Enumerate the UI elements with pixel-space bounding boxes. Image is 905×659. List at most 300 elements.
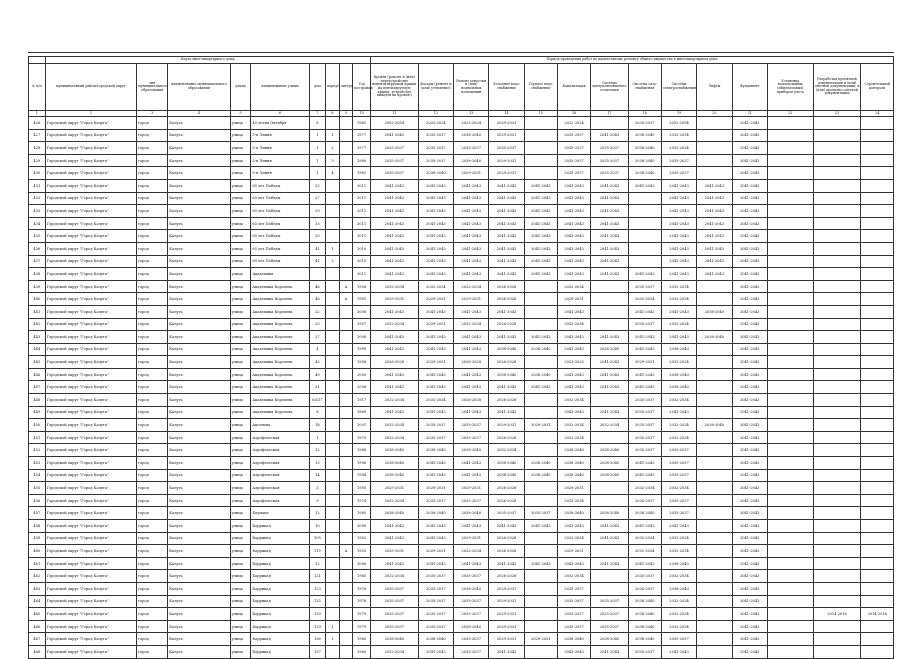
table-cell [861, 142, 894, 155]
table-cell: Калуга [168, 381, 230, 394]
table-cell [339, 154, 353, 167]
table-cell: 2035-2037 [628, 570, 661, 583]
table-cell: 2035-2037 [557, 129, 590, 142]
table-cell: 2041-2043 [489, 268, 524, 281]
table-cell: 2041-2043 [732, 394, 767, 407]
table-cell [697, 154, 732, 167]
table-cell: 428 [29, 142, 46, 155]
table-row [29, 494, 894, 507]
table-cell: Городской округ "Город Калуга" [45, 343, 136, 356]
table-cell [697, 356, 732, 369]
table-cell: 2038-2040 [628, 507, 661, 520]
table-cell [767, 318, 813, 331]
table-cell: 2041-2043 [557, 242, 590, 255]
table-cell: Городской округ "Город Калуга" [45, 255, 136, 268]
table-cell [767, 268, 813, 281]
table-cell: 458 [29, 520, 46, 533]
table-cell [326, 582, 340, 595]
column-number: 12 [418, 111, 453, 117]
table-cell: 2035-2037 [489, 507, 524, 520]
repair-schedule-table [28, 56, 894, 659]
table-cell: 2035-2037 [418, 620, 453, 633]
table-cell: Аэрофлотская [251, 431, 309, 444]
table-cell: 129 [309, 608, 326, 621]
table-cell: 2035-2037 [370, 154, 418, 167]
table-cell: 2029-2031 [489, 595, 524, 608]
table-cell: 1 [326, 620, 340, 633]
table-cell: 2032-2034 [661, 142, 696, 155]
table-cell [861, 469, 894, 482]
table-cell [861, 381, 894, 394]
table-cell [326, 431, 340, 444]
table-cell: 2041-2043 [418, 381, 453, 394]
column-number: 5 [230, 111, 251, 117]
table-cell: 2011 [353, 205, 371, 218]
table-cell [339, 520, 353, 533]
table-cell: 2029-2031 [418, 356, 453, 369]
table-cell: 2035-2037 [591, 142, 628, 155]
table-cell: Калуга [168, 520, 230, 533]
table-cell: 2035-2037 [370, 582, 418, 595]
table-cell: 2035-2037 [454, 645, 489, 658]
table-row [29, 431, 894, 444]
table-cell [861, 494, 894, 507]
table-cell: улица [230, 230, 251, 243]
table-cell: 2038-2040 [418, 507, 453, 520]
table-cell: 41 [309, 255, 326, 268]
table-cell: 2038-2040 [697, 419, 732, 432]
table-cell: 2035-2037 [628, 419, 661, 432]
table-cell: 2026-2028 [489, 293, 524, 306]
table-cell: 2010 [353, 242, 371, 255]
table-row [29, 293, 894, 306]
table-cell: 2041-2043 [454, 368, 489, 381]
table-cell: 2032-2034 [370, 570, 418, 583]
table-cell: 2041-2043 [732, 419, 767, 432]
table-cell: 1 [309, 431, 326, 444]
table-cell: Калуга [168, 268, 230, 281]
table-cell: 2041-2043 [591, 520, 628, 533]
table-cell: 2041-2043 [524, 217, 557, 230]
table-cell [339, 242, 353, 255]
table-cell: город [137, 406, 168, 419]
table-cell: 2041-2043 [557, 343, 590, 356]
table-cell: 2035-2037 [557, 582, 590, 595]
table-cell: Калуга [168, 457, 230, 470]
table-cell: Городской округ "Город Калуга" [45, 633, 136, 646]
table-cell: 2035-2037 [661, 494, 696, 507]
table-cell [628, 242, 661, 255]
table-cell: Калуга [168, 167, 230, 180]
column-number: 4 [168, 111, 230, 117]
table-cell: 8 [309, 117, 326, 130]
table-cell: 2041-2043 [732, 368, 767, 381]
table-cell [767, 532, 813, 545]
table-cell: 2041-2043 [370, 343, 418, 356]
table-cell: 2041-2043 [524, 331, 557, 344]
table-cell: Калуга [168, 318, 230, 331]
table-cell: 12 [309, 444, 326, 457]
table-cell: Калуга [168, 419, 230, 432]
table-cell: 2041-2043 [489, 557, 524, 570]
table-row [29, 242, 894, 255]
table-cell: 2035-2037 [661, 444, 696, 457]
table-cell: 2035-2037 [661, 154, 696, 167]
table-row [29, 154, 894, 167]
table-cell: Городской округ "Город Калуга" [45, 608, 136, 621]
table-cell: улица [230, 431, 251, 444]
table-cell: 2041-2043 [454, 192, 489, 205]
table-cell: 2041-2043 [697, 242, 732, 255]
table-cell: 2022-2024 [418, 117, 453, 130]
table-cell: 2041-2043 [524, 255, 557, 268]
table-cell: Академика Королева [251, 293, 309, 306]
table-cell: 2041-2043 [732, 179, 767, 192]
table-cell: 25 [309, 179, 326, 192]
table-cell [813, 570, 861, 583]
table-cell [524, 582, 557, 595]
table-cell: 2038-2040 [454, 582, 489, 595]
table-cell [326, 356, 340, 369]
table-cell: 2041-2043 [370, 381, 418, 394]
table-cell [339, 167, 353, 180]
table-cell: 121 [309, 570, 326, 583]
table-row [29, 545, 894, 558]
table-cell: 2041-2043 [418, 242, 453, 255]
table-cell [767, 293, 813, 306]
table-cell: 2041-2043 [732, 482, 767, 495]
table-cell: 2041-2043 [661, 305, 696, 318]
column-header: Горячее водо-снабжение [524, 64, 557, 111]
table-cell [767, 494, 813, 507]
table-cell: 2 [326, 255, 340, 268]
table-cell: 2035-2037 [454, 633, 489, 646]
table-cell: 2041-2043 [732, 620, 767, 633]
table-cell [697, 520, 732, 533]
table-cell: 2032-2034 [661, 318, 696, 331]
table-cell: 2029-2031 [489, 129, 524, 142]
table-cell [326, 217, 340, 230]
table-cell: 2041-2043 [591, 230, 628, 243]
table-cell: 2035-2037 [418, 570, 453, 583]
table-cell: 2029-2031 [370, 545, 418, 558]
table-cell: 2041-2043 [370, 331, 418, 344]
table-cell [813, 280, 861, 293]
table-cell [767, 431, 813, 444]
table-cell: 2023-2025 [557, 356, 590, 369]
table-cell: 2035-2037 [591, 154, 628, 167]
table-row [29, 356, 894, 369]
table-row [29, 381, 894, 394]
table-cell: 2026-2028 [489, 494, 524, 507]
table-cell: Калуга [168, 557, 230, 570]
table-cell: 2032-2034 [661, 293, 696, 306]
table-cell: 2035-2037 [557, 608, 590, 621]
table-cell: 2041-2043 [370, 129, 418, 142]
table-cell: Калуга [168, 205, 230, 218]
table-cell: 2032-2034 [628, 532, 661, 545]
table-cell: 2041-2043 [591, 406, 628, 419]
table-cell [326, 444, 340, 457]
table-cell: 2029-2031 [489, 154, 524, 167]
table-cell: 2035-2037 [454, 608, 489, 621]
table-cell: 2035-2037 [557, 167, 590, 180]
table-cell: 2041-2043 [489, 230, 524, 243]
table-cell: 2052-2054 [661, 117, 696, 130]
table-cell: 2038-2040 [591, 633, 628, 646]
table-cell: 2032-2034 [591, 419, 628, 432]
table-cell: Городской округ "Город Калуга" [45, 570, 136, 583]
table-row [29, 230, 894, 243]
table-cell: 2035-2037 [454, 494, 489, 507]
table-cell [697, 507, 732, 520]
table-cell: 2038-2040 [661, 557, 696, 570]
table-cell: 2041-2043 [454, 205, 489, 218]
table-cell: улица [230, 356, 251, 369]
table-cell [524, 293, 557, 306]
table-cell: 2052-2054 [370, 117, 418, 130]
table-cell: А [339, 280, 353, 293]
table-cell [767, 167, 813, 180]
table-cell: 2041-2043 [418, 305, 453, 318]
table-cell: Калуга [168, 532, 230, 545]
table-cell: улица [230, 368, 251, 381]
table-row [29, 507, 894, 520]
table-cell: Городской округ "Город Калуга" [45, 142, 136, 155]
table-cell: 2041-2043 [732, 444, 767, 457]
table-cell: 2041-2043 [661, 331, 696, 344]
table-cell: 2038-2040 [370, 444, 418, 457]
table-cell: 2041-2043 [370, 268, 418, 281]
table-cell [697, 469, 732, 482]
table-cell: Баррикад [251, 582, 309, 595]
table-cell: 2038-2040 [591, 343, 628, 356]
table-cell: 2014-2016 [861, 608, 894, 621]
table-cell [591, 570, 628, 583]
table-cell: Калуга [168, 305, 230, 318]
table-cell [813, 318, 861, 331]
table-cell: 2041-2043 [370, 192, 418, 205]
table-cell: улица [230, 242, 251, 255]
table-cell: город [137, 179, 168, 192]
table-cell: 2041-2043 [557, 205, 590, 218]
table-cell: город [137, 331, 168, 344]
table-cell: 2032-2034 [661, 280, 696, 293]
table-cell: 2035-2037 [628, 406, 661, 419]
table-cell: 444 [29, 343, 46, 356]
table-cell: 2041-2043 [370, 305, 418, 318]
table-cell: 2041-2043 [489, 406, 524, 419]
column-header: наименование муниципального образования [168, 64, 230, 111]
table-cell: 14 [309, 469, 326, 482]
table-row [29, 520, 894, 533]
table-cell: Городской округ "Город Калуга" [45, 356, 136, 369]
table-cell: 2032-2034 [370, 431, 418, 444]
table-cell: 2041-2043 [732, 167, 767, 180]
table-cell: 2035-2037 [661, 457, 696, 470]
table-cell: 2032-2034 [661, 394, 696, 407]
table-cell: город [137, 381, 168, 394]
table-cell [861, 645, 894, 658]
table-cell: Калуга [168, 431, 230, 444]
table-cell [339, 419, 353, 432]
column-number: 17 [591, 111, 628, 117]
table-cell [767, 242, 813, 255]
table-cell: 2006 [353, 381, 371, 394]
table-cell: 2041-2043 [418, 192, 453, 205]
table-cell: 2038-2040 [489, 457, 524, 470]
table-cell: 46 [309, 293, 326, 306]
table-cell: 2041-2043 [628, 343, 661, 356]
table-cell [339, 381, 353, 394]
table-cell: 2041-2043 [557, 255, 590, 268]
table-cell: 123 [309, 582, 326, 595]
table-cell [339, 318, 353, 331]
table-cell: улица [230, 117, 251, 130]
table-cell: 2041-2043 [591, 381, 628, 394]
table-cell: 1958 [353, 280, 371, 293]
table-cell: Калуга [168, 117, 230, 130]
table-cell: 2041-2043 [524, 520, 557, 533]
table-cell: 2026-2028 [489, 356, 524, 369]
table-cell: 1961 [353, 117, 371, 130]
table-cell: 2041-2043 [454, 343, 489, 356]
table-cell: 2041-2043 [454, 305, 489, 318]
table-cell: 2041-2043 [732, 494, 767, 507]
table-cell: город [137, 645, 168, 658]
table-cell [861, 192, 894, 205]
table-cell: 2029-2031 [370, 482, 418, 495]
table-cell: Городской округ "Город Калуга" [45, 520, 136, 533]
table-cell: 2032-2034 [557, 419, 590, 432]
table-cell: улица [230, 305, 251, 318]
table-cell [326, 343, 340, 356]
table-cell [767, 457, 813, 470]
column-number: 16 [557, 111, 590, 117]
table-cell: 2026-2028 [370, 356, 418, 369]
table-cell: Городской округ "Город Калуга" [45, 545, 136, 558]
table-cell: Академика Королева [251, 394, 309, 407]
table-cell [767, 142, 813, 155]
table-cell: Городской округ "Город Калуга" [45, 117, 136, 130]
table-cell: 2029-2031 [489, 633, 524, 646]
table-cell: 464 [29, 595, 46, 608]
table-cell: город [137, 293, 168, 306]
table-cell: 2041-2043 [557, 557, 590, 570]
table-cell: город [137, 117, 168, 130]
table-cell: 2032-2034 [454, 545, 489, 558]
table-cell: Академика Королева [251, 318, 309, 331]
column-number: 11 [370, 111, 418, 117]
table-cell: 2041-2043 [454, 406, 489, 419]
table-cell: 2041-2043 [418, 255, 453, 268]
table-cell: Калуга [168, 293, 230, 306]
table-cell: Баррикад [251, 595, 309, 608]
table-cell [524, 394, 557, 407]
table-cell: 2041-2043 [661, 242, 696, 255]
table-cell: 443 [29, 331, 46, 344]
header-group-house-card: Карта многоквартирного дома [45, 57, 370, 64]
table-cell: 1889 [353, 406, 371, 419]
table-cell: 2026-2028 [489, 318, 524, 331]
table-cell: 434 [29, 217, 46, 230]
table-cell: Городской округ "Город Калуга" [45, 331, 136, 344]
table-cell [767, 205, 813, 218]
table-cell: 1966 [353, 645, 371, 658]
table-cell: 2022-2024 [454, 117, 489, 130]
table-cell: 460 [29, 545, 46, 558]
header-group-row [29, 57, 894, 64]
table-cell [326, 494, 340, 507]
table-cell [767, 419, 813, 432]
column-header: Канализация [557, 64, 590, 111]
table-cell [861, 217, 894, 230]
table-cell: 2041-2043 [661, 406, 696, 419]
table-cell: 2 [309, 482, 326, 495]
table-cell: 2041-2043 [628, 469, 661, 482]
table-cell [697, 280, 732, 293]
table-cell: 2 [326, 142, 340, 155]
table-cell: город [137, 192, 168, 205]
table-cell [591, 280, 628, 293]
table-cell: улица [230, 620, 251, 633]
table-cell: город [137, 520, 168, 533]
table-cell: 2026-2028 [489, 280, 524, 293]
table-cell [339, 305, 353, 318]
table-cell [339, 394, 353, 407]
table-cell: 2041-2043 [370, 368, 418, 381]
table-cell [591, 545, 628, 558]
table-cell: 1985 [353, 507, 371, 520]
table-cell [861, 293, 894, 306]
table-cell: 1974 [353, 494, 371, 507]
table-cell [326, 457, 340, 470]
table-cell: 2041-2043 [370, 557, 418, 570]
table-cell: 2038-2040 [628, 129, 661, 142]
table-cell: 2035-2037 [628, 117, 661, 130]
table-cell: 2032-2034 [454, 318, 489, 331]
table-cell: Баррикад [251, 520, 309, 533]
table-cell: улица [230, 154, 251, 167]
table-cell [591, 117, 628, 130]
table-cell [861, 444, 894, 457]
table-cell: Городской округ "Город Калуга" [45, 557, 136, 570]
table-cell: 439 [29, 280, 46, 293]
table-cell: 2041-2043 [454, 381, 489, 394]
table-cell: улица [230, 381, 251, 394]
table-cell [861, 507, 894, 520]
table-cell: 2035-2037 [454, 419, 489, 432]
table-cell [524, 280, 557, 293]
table-cell [767, 570, 813, 583]
table-cell: 2029-2031 [418, 545, 453, 558]
table-cell: улица [230, 507, 251, 520]
table-cell [767, 520, 813, 533]
table-cell: 2041-2043 [628, 179, 661, 192]
table-cell: 2032-2034 [661, 482, 696, 495]
table-cell: 465 [29, 608, 46, 621]
table-cell [861, 230, 894, 243]
table-cell: улица [230, 205, 251, 218]
table-cell: город [137, 419, 168, 432]
column-number: 13 [454, 111, 489, 117]
table-cell: Баумана [251, 507, 309, 520]
table-cell: 5-я Линия [251, 129, 309, 142]
table-cell [697, 582, 732, 595]
table-cell: 2032-2034 [418, 394, 453, 407]
table-cell: 2041-2043 [697, 268, 732, 281]
table-cell: 2011 [353, 230, 371, 243]
